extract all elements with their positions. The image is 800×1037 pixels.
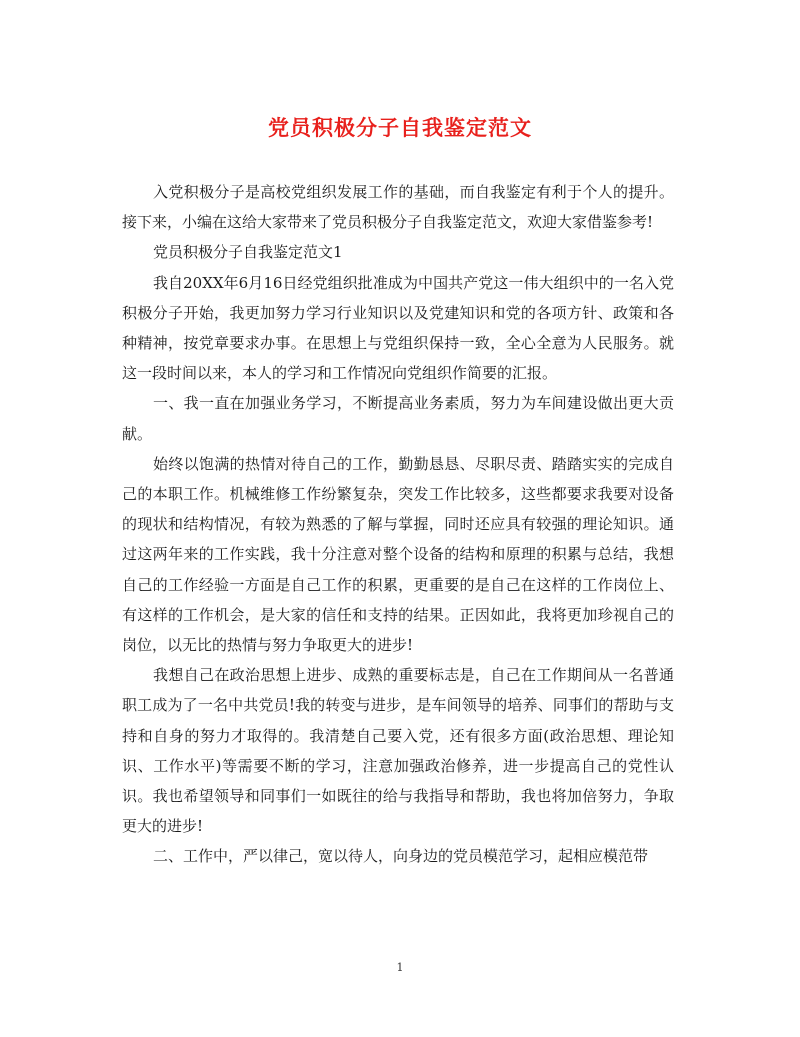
- paragraph-intro: 入党积极分子是高校党组织发展工作的基础，而自我鉴定有利于个人的提升。接下来，小编在这给大家带来了党员积极分子自我鉴定范文，欢迎大家借鉴参考!: [122, 183, 674, 232]
- paragraph-section-heading: 党员积极分子自我鉴定范文1: [153, 243, 343, 262]
- document-title: 党员积极分子自我鉴定范文: [268, 115, 532, 140]
- paragraph-background: 我自20XX年6月16日经党组织批准成为中国共产党这一伟大组织中的一名入党积极分子开始，我更加努力学习行业知识以及党建知识和党的各项方针、政策和各种精神，按党章要求办事。在思想上与党组织保持一致，全心全意为人民服务。就这一段时间以来，本人的学习和工作情况向党组织作简要的汇报。: [122, 273, 674, 383]
- paragraph-political-growth: 我想自己在政治思想上进步、成熟的重要标志是，自己在工作期间从一名普通职工成为了一名中共党员!我的转变与进步，是车间领导的培养、同事们的帮助与支持和自身的努力才取得的。我清楚自己要入党，还有很多方面(政治思想、理论知识、工作水平)等需要不断的学习，注意加强政治修养，进一步提高自己的党性认识。我也希望领导和同事们一如既往的给与我指导和帮助，我也将加倍努力，争取更大的进步!: [122, 666, 674, 836]
- paragraph-work-attitude: 始终以饱满的热情对待自己的工作，勤勤恳恳、尽职尽责、踏踏实实的完成自己的本职工作。机械维修工作纷繁复杂，突发工作比较多，这些都要求我要对设备的现状和结构情况，有较为熟悉的了解与掌握，同时还应具有较强的理论知识。通过这两年来的工作实践，我十分注意对整个设备的结构和原理的积累与总结，我想自己的工作经验一方面是自己工作的积累，更重要的是自己在这样的工作岗位上、有这样的工作机会，是大家的信任和支持的结果。正因如此，我将更加珍视自己的岗位，以无比的热情与努力争取更大的进步!: [122, 454, 674, 655]
- page-number: 1: [396, 961, 404, 974]
- paragraph-point-one: 一、我一直在加强业务学习，不断提高业务素质，努力为车间建设做出更大贡献。: [122, 394, 674, 443]
- document-body: [122, 177, 674, 872]
- paragraph-point-two: 二、工作中，严以律己，宽以待人，向身边的党员模范学习，起相应模范带: [153, 847, 649, 866]
